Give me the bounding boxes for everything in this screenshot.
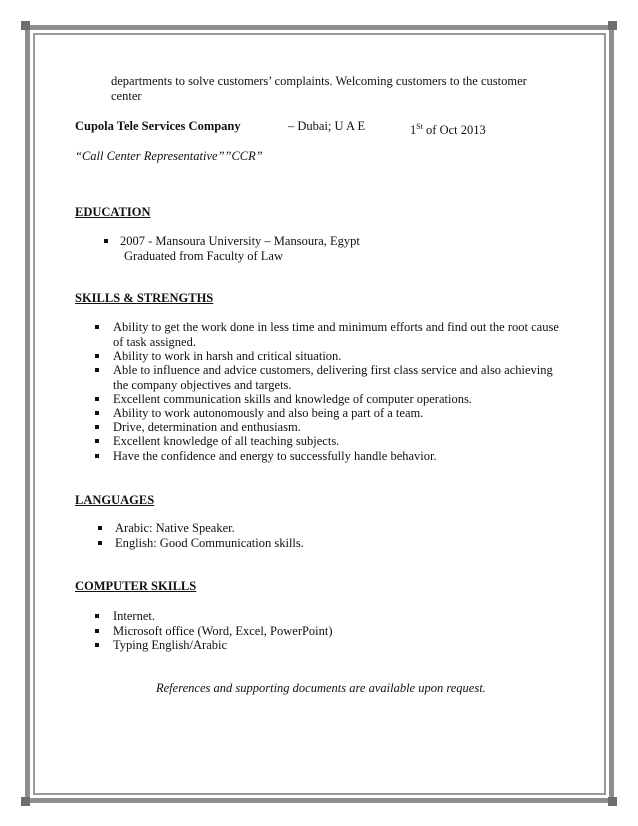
references-note: References and supporting documents are available upon request. [156, 681, 486, 695]
experience-description-line2: center [111, 89, 142, 103]
computer-skill-item-3: Typing English/Arabic [113, 638, 228, 652]
skill-item-3-line1: Able to influence and advice customers, delivering first class service and also achieving [113, 363, 553, 377]
company-location: – Dubai; U A E [288, 119, 366, 133]
skill-item-4: Excellent communication skills and knowledge of computer operations. [113, 392, 472, 406]
date-suffix: St [416, 122, 423, 131]
bullet-icon [95, 454, 99, 458]
education-line1: 2007 - Mansoura University – Mansoura, Egypt [120, 234, 360, 248]
bullet-icon [95, 325, 99, 329]
skill-item-8: Have the confidence and energy to successfully handle behavior. [113, 449, 437, 463]
skill-item-5: Ability to work autonomously and also being a part of a team. [113, 406, 424, 420]
languages-heading: LANGUAGES [75, 493, 155, 507]
job-title: “Call Center Representative””CCR” [75, 149, 263, 163]
employment-date [410, 119, 486, 138]
education-line2: Graduated from Faculty of Law [124, 249, 283, 263]
skill-item-3-line2: the company objectives and targets. [113, 378, 292, 392]
skill-item-2: Ability to work in harsh and critical situation. [113, 349, 342, 363]
bullet-icon [95, 397, 99, 401]
bullet-icon [95, 425, 99, 429]
date-day: 1 [410, 123, 417, 137]
bullet-icon [95, 614, 99, 618]
date-rest: of Oct 2013 [422, 123, 486, 137]
bullet-icon [95, 643, 99, 647]
corner-ornament-top-right [608, 21, 617, 30]
bullet-icon [95, 629, 99, 633]
corner-ornament-bottom-right [608, 797, 617, 806]
computer-skill-item-1: Internet. [113, 609, 155, 623]
corner-ornament-bottom-left [21, 797, 30, 806]
bullet-icon [95, 368, 99, 372]
language-item-1: Arabic: Native Speaker. [115, 521, 235, 535]
skill-item-1-line1: Ability to get the work done in less time and minimum efforts and find out the root cause [113, 320, 559, 334]
skill-item-7: Excellent knowledge of all teaching subjects. [113, 434, 340, 448]
skill-item-1-line2: of task assigned. [113, 335, 196, 349]
computer-skills-heading: COMPUTER SKILLS [75, 579, 197, 593]
computer-skill-item-2: Microsoft office (Word, Excel, PowerPoint) [113, 624, 333, 638]
company-name: Cupola Tele Services Company [75, 119, 241, 133]
experience-description-line1: departments to solve customers’ complaints. Welcoming customers to the customer [111, 74, 527, 88]
bullet-icon [98, 541, 102, 545]
corner-ornament-top-left [21, 21, 30, 30]
bullet-icon [95, 411, 99, 415]
skills-heading: SKILLS & STRENGTHS [75, 291, 214, 305]
bullet-icon [95, 439, 99, 443]
bullet-icon [104, 239, 108, 243]
bullet-icon [98, 526, 102, 530]
skill-item-6: Drive, determination and enthusiasm. [113, 420, 301, 434]
bullet-icon [95, 354, 99, 358]
education-heading: EDUCATION [75, 205, 151, 219]
language-item-2: English: Good Communication skills. [115, 536, 304, 550]
